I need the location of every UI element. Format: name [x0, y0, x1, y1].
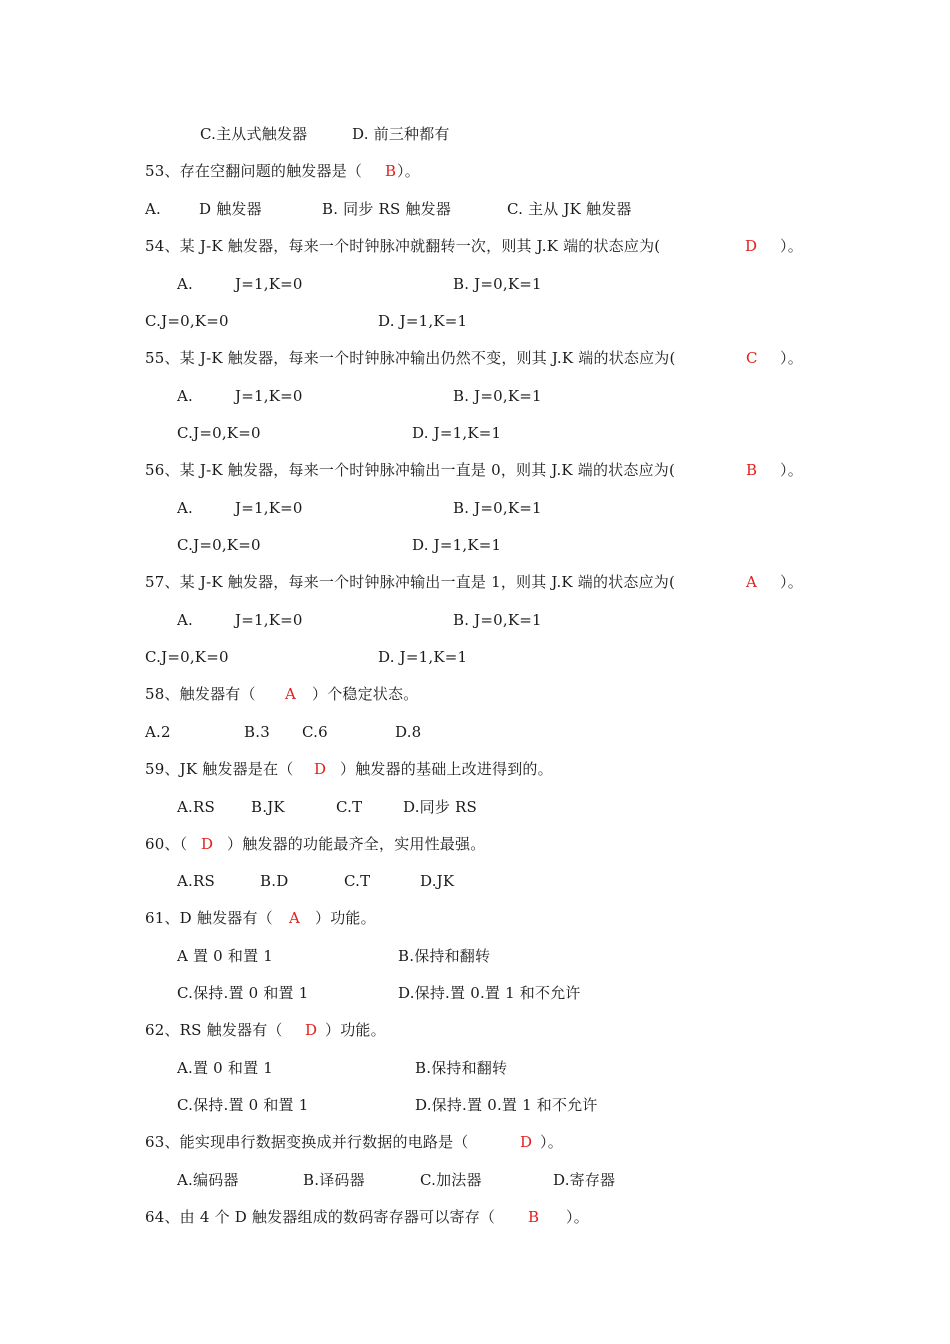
text-segment: D. J=1,K=1 [378, 312, 468, 330]
text-segment: A. [177, 387, 194, 405]
text-segment: A 置 0 和置 1 [177, 947, 273, 965]
text-segment: 56、某 J-K 触发器，每来一个时钟脉冲输出一直是 0，则其 J.K 端的状态应为( [145, 461, 676, 479]
answer-mark: D [201, 835, 214, 853]
text-segment: B.保持和翻转 [415, 1059, 508, 1077]
text-segment: C.T [336, 798, 363, 816]
text-segment: C.J=0,K=0 [145, 648, 229, 666]
text-segment: C.6 [302, 723, 328, 741]
text-segment: ）触发器的基础上改进得到的。 [340, 760, 553, 778]
answer-mark: B [746, 461, 758, 479]
text-segment: ）个稳定状态。 [312, 685, 419, 703]
text-segment: ）。 [780, 349, 803, 367]
answer-mark: D [520, 1133, 533, 1151]
text-segment: A. [177, 275, 194, 293]
answer-mark: D [745, 237, 758, 255]
text-segment: ）。 [540, 1133, 563, 1151]
text-segment: A. [145, 200, 162, 218]
text-segment: C.J=0,K=0 [177, 536, 261, 554]
text-segment: ）触发器的功能最齐全，实用性最强。 [227, 835, 486, 853]
text-segment: D. 前三种都有 [352, 125, 450, 143]
text-segment: C.J=0,K=0 [177, 424, 261, 442]
text-segment: 59、JK 触发器是在（ [145, 760, 294, 778]
text-segment: ）功能。 [315, 909, 376, 927]
text-segment: ）。 [780, 237, 803, 255]
text-segment: D. J=1,K=1 [412, 536, 502, 554]
text-segment: C.加法器 [420, 1171, 482, 1189]
text-segment: A.置 0 和置 1 [177, 1059, 273, 1077]
text-segment: D.保持.置 0.置 1 和不允许 [415, 1096, 598, 1114]
text-segment: ）。 [566, 1208, 589, 1226]
text-segment: J=1,K=0 [235, 387, 303, 405]
text-segment: C.T [344, 872, 371, 890]
text-segment: D 触发器 [199, 200, 262, 218]
answer-mark: C [746, 349, 758, 367]
text-segment: D.JK [420, 872, 455, 890]
answer-mark: A [285, 685, 297, 703]
answer-mark: D [305, 1021, 318, 1039]
text-segment: B.译码器 [303, 1171, 365, 1189]
text-segment: ）。 [780, 461, 803, 479]
text-segment: 64、由 4 个 D 触发器组成的数码寄存器可以寄存（ [145, 1208, 496, 1226]
text-segment: ）。 [397, 162, 420, 180]
text-segment: C.保持.置 0 和置 1 [177, 1096, 309, 1114]
text-segment: D.8 [395, 723, 422, 741]
text-segment: B. J=0,K=1 [453, 611, 542, 629]
text-segment: D.寄存器 [553, 1171, 616, 1189]
text-segment: J=1,K=0 [235, 275, 303, 293]
text-segment: 62、RS 触发器有（ [145, 1021, 283, 1039]
text-segment: C.主从式触发器 [200, 125, 308, 143]
text-segment: B.保持和翻转 [398, 947, 491, 965]
text-segment: 58、触发器有（ [145, 685, 256, 703]
text-segment: B. J=0,K=1 [453, 387, 542, 405]
text-segment: 54、某 J-K 触发器，每来一个时钟脉冲就翻转一次，则其 J.K 端的状态应为( [145, 237, 661, 255]
text-segment: A.RS [177, 798, 215, 816]
text-segment: 55、某 J-K 触发器，每来一个时钟脉冲输出仍然不变，则其 J.K 端的状态应为( [145, 349, 676, 367]
text-segment: B.D [260, 872, 289, 890]
text-segment: 57、某 J-K 触发器，每来一个时钟脉冲输出一直是 1，则其 J.K 端的状态应为( [145, 573, 676, 591]
text-segment: B. J=0,K=1 [453, 275, 542, 293]
answer-mark: D [314, 760, 327, 778]
text-segment: 53、存在空翻问题的触发器是（ [145, 162, 363, 180]
text-segment: J=1,K=0 [235, 499, 303, 517]
text-segment: B. J=0,K=1 [453, 499, 542, 517]
text-segment: D.同步 RS [403, 798, 477, 816]
text-segment: ）功能。 [325, 1021, 386, 1039]
text-segment: B.3 [244, 723, 270, 741]
text-segment: D. J=1,K=1 [412, 424, 502, 442]
text-segment: D. J=1,K=1 [378, 648, 468, 666]
text-segment: A.编码器 [177, 1171, 239, 1189]
text-segment: B. 同步 RS 触发器 [322, 200, 452, 218]
text-segment: A. [177, 611, 194, 629]
text-segment: D.保持.置 0.置 1 和不允许 [398, 984, 581, 1002]
text-segment: 61、D 触发器有（ [145, 909, 273, 927]
text-segment: 63、能实现串行数据变换成并行数据的电路是（ [145, 1133, 469, 1151]
text-segment: C.J=0,K=0 [145, 312, 229, 330]
text-segment: C.保持.置 0 和置 1 [177, 984, 309, 1002]
answer-mark: A [289, 909, 301, 927]
text-segment: J=1,K=0 [235, 611, 303, 629]
text-segment: B.JK [251, 798, 285, 816]
text-segment: C. 主从 JK 触发器 [507, 200, 632, 218]
text-segment: ）。 [780, 573, 803, 591]
answer-mark: A [746, 573, 758, 591]
text-segment: A. [177, 499, 194, 517]
text-segment: 60、（ [145, 835, 188, 853]
answer-mark: B [528, 1208, 540, 1226]
answer-mark: B [385, 162, 397, 180]
text-segment: A.2 [145, 723, 171, 741]
text-segment: A.RS [177, 872, 215, 890]
